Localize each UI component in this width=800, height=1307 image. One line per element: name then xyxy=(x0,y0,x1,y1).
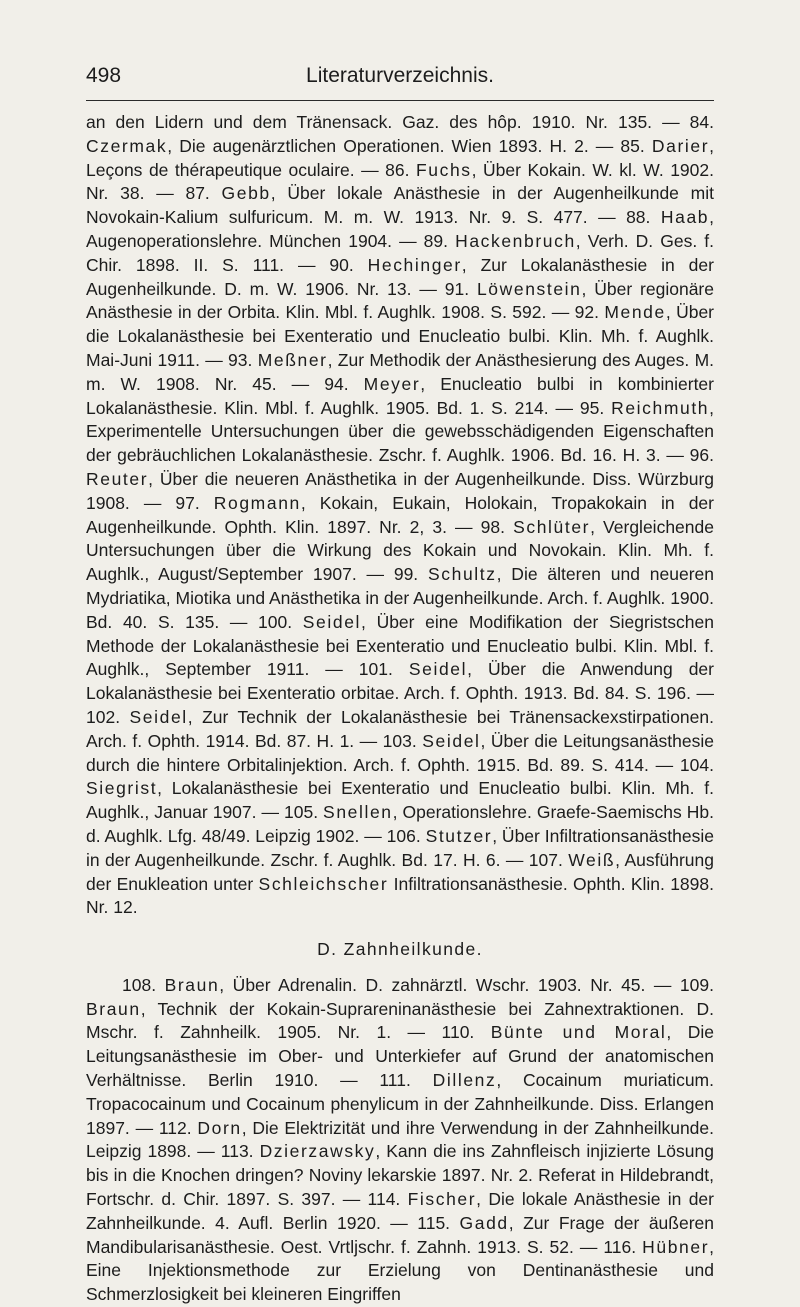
author-name: Fuchs xyxy=(415,159,472,180)
author-name: Meyer xyxy=(363,373,421,394)
text-run: , Zur Lokalanästhesie in der Augenheilkunde. D. m. W. 1906. Nr. 13. — 91. xyxy=(86,254,714,299)
author-name: Bünte und Moral xyxy=(490,1022,667,1043)
author-name: Meßner xyxy=(257,349,328,370)
author-name: Mende xyxy=(604,302,666,323)
author-name: Czermak xyxy=(86,135,168,156)
text-run: , Enucleatio bulbi in kombinierter Lokalanästhesie. Klin. Mbl. f. Aughlk. 1905. Bd. 1. S. 214. — 95. xyxy=(86,373,714,418)
text-run: , Über die Anwendung der Lokalanästhesie bei Exenteratio orbitae. Arch. f. Ophth. 1913. Bd. 84. S. 196. — 102. xyxy=(86,659,714,727)
text-run: , Augenoperationslehre. München 1904. — 89. xyxy=(86,207,714,251)
author-name: Stutzer xyxy=(425,825,493,846)
text-run: , Kokain, Eukain, Holokain, Tropakokain in der Augenheilkunde. Ophth. Klin. 1897. Nr. 2, 3. — 98. xyxy=(86,492,714,537)
author-name: Siegrist xyxy=(86,778,158,799)
author-name: Hübner xyxy=(642,1236,710,1257)
author-name: Seidel xyxy=(408,659,468,680)
text-run: , Zur Methodik der Anästhesierung des Auges. M. m. W. 1908. Nr. 45. — 94. xyxy=(86,349,715,394)
author-name: Reuter xyxy=(86,468,149,489)
text-run: , Die Elektrizität und ihre Verwendung in der Zahnheilkunde. Leipzig 1898. — 113. xyxy=(86,1117,715,1162)
author-name: Snellen xyxy=(323,802,393,823)
text-run: , Kann die ins Zahnfleisch injizierte Lösung bis in die Knochen dringen? Noviny lekarskie 1897. Nr. 2. Referat in Hildebrandt, Fortschr. d. Chir. 1897. S. 397. — 114. xyxy=(86,1141,714,1210)
text-run: , Die augenärztlichen Operationen. Wien 1893. H. 2. — 85. xyxy=(167,135,652,156)
text-run: Infiltrationsanästhesie. Ophth. Klin. 1898. Nr. 12. xyxy=(86,873,714,918)
text-run: , Vergleichende Untersuchungen über die Wirkung des Kokain und Novokain. Klin. Mh. f. Aughlk., August/September 1907. — 99. xyxy=(86,516,714,585)
page-header xyxy=(86,64,714,96)
author-name: Löwenstein xyxy=(476,278,582,299)
text-run: , Über Adrenalin. D. zahnärztl. Wschr. 1903. Nr. 45. — 109. xyxy=(219,974,714,995)
author-name: Braun xyxy=(164,974,220,995)
text-run: , Zur Technik der Lokalanästhesie bei Tränensackexstirpationen. Arch. f. Ophth. 1914. Bd. 87. H. 1. — 103. xyxy=(86,706,714,751)
author-name: Schultz xyxy=(428,564,497,585)
text-run: , Leçons de thérapeutique oculaire. — 86. xyxy=(86,135,714,180)
page-number: 498 xyxy=(86,64,122,87)
section-heading: D. Zahnheilkunde. xyxy=(317,939,483,960)
text-run: , Über die neueren Anästhetika in der Augenheilkunde. Diss. Würzburg 1908. — 97. xyxy=(86,468,714,513)
text-run: 108. xyxy=(122,974,165,995)
bibliography-entries-dental xyxy=(86,974,714,1307)
author-name: Weiß xyxy=(568,849,616,870)
author-name: Rogmann xyxy=(213,492,301,513)
text-run: , Die älteren und neueren Mydriatika, Miotika und Anästhetika in der Augenheilkunde. Arch. f. Aughlk. 1900. Bd. 40. S. 135. — 100. xyxy=(86,564,714,632)
author-name: Fischer xyxy=(407,1189,477,1210)
text-run: , Eine Injektionsmethode zur Erzielung von Dentinanästhesie und Schmerzlosigkeit bei kleineren Eingriffen xyxy=(86,1236,714,1305)
text-run: , Über lokale Anästhesie in der Augenheilkunde mit Novokain-Kalium sulfuricum. M. m. W. 1913. Nr. 9. S. 477. — 88. xyxy=(86,183,714,228)
text-run: , Operationslehre. Graefe-Saemischs Hb. d. Aughlk. Lfg. 48/49. Leipzig 1902. — 106. xyxy=(86,802,714,846)
author-name: Dorn xyxy=(197,1117,242,1138)
author-name: Hechinger xyxy=(367,254,462,275)
text-run: , Experimentelle Untersuchungen über die gewebsschädigenden Eigenschaften der gebräuchlichen Lokalanästhesie. Zschr. f. Aughlk. 1906. Bd. 16. H. 3. — 96. xyxy=(86,397,714,466)
author-name: Darier xyxy=(651,135,710,156)
author-name: Haab xyxy=(660,207,710,228)
text-run: , Technik der Kokain-Suprareninanästhesie bei Zahnextraktionen. D. Mschr. f. Zahnheilk. 1905. Nr. 1. — 110. xyxy=(86,998,714,1043)
text-run: , Über Infiltrationsanästhesie in der Augenheilkunde. Zschr. f. Aughlk. Bd. 17. H. 6. — 107. xyxy=(86,825,714,870)
author-name: Gadd xyxy=(459,1212,509,1233)
author-name: Hackenbruch xyxy=(455,230,576,251)
text-run: , Lokalanästhesie bei Exenteratio und Enucleatio bulbi. Klin. Mh. f. Aughlk., Januar 1907. — 105. xyxy=(86,778,714,823)
text-run: , Die lokale Anästhesie in der Zahnheilkunde. 4. Aufl. Berlin 1920. — 115. xyxy=(86,1189,714,1233)
text-run: , Ausführung der Enukleation unter xyxy=(86,849,714,894)
text-run: , Verh. D. Ges. f. Chir. 1898. II. S. 111. — 90. xyxy=(86,230,714,275)
author-name: Schleichscher xyxy=(258,873,389,894)
text-run: , Über eine Modifikation der Siegristschen Methode der Lokalanästhesie bei Exenteratio und Enucleatio bulbi. Klin. Mbl. f. Aughlk., September 1911. — 101. xyxy=(86,611,714,680)
text-run: , Über die Lokalanästhesie bei Exenteratio und Enucleatio bulbi. Klin. Mh. f. Aughlk. Mai-Juni 1911. — 93. xyxy=(86,302,715,370)
author-name: Dillenz xyxy=(432,1070,497,1091)
author-name: Seidel xyxy=(302,611,362,632)
text-run: , Über die Leitungsanästhesie durch die hintere Orbitalinjektion. Arch. f. Ophth. 1915. Bd. 89. S. 414. — 104. xyxy=(86,730,715,775)
running-head: Literaturverzeichnis. xyxy=(306,64,494,87)
author-name: Reichmuth xyxy=(611,397,710,418)
bibliography-entries-eye xyxy=(86,111,714,920)
author-name: Gebb xyxy=(221,183,271,204)
author-name: Braun xyxy=(86,998,141,1019)
text-run: , Über Kokain. W. kl. W. 1902. Nr. 38. — 87. xyxy=(86,159,714,204)
author-name: Schlüter xyxy=(513,516,591,537)
text-run: , Über regionäre Anästhesie in der Orbita. Klin. Mbl. f. Aughlk. 1908. S. 592. — 92. xyxy=(86,278,714,323)
bibliography-text xyxy=(86,111,714,1307)
author-name: Seidel xyxy=(422,730,481,751)
text-run: an den Lidern und dem Tränensack. Gaz. des hôp. 1910. Nr. 135. — 84. xyxy=(86,112,714,132)
author-name: Dzierzawsky xyxy=(259,1141,376,1162)
text-run: , Die Leitungsanästhesie im Ober- und Unterkiefer auf Grund der anatomischen Verhältnisse. Berlin 1910. — 111. xyxy=(86,1022,714,1091)
text-run: , Zur Frage der äußeren Mandibularisanästhesie. Oest. Vrtljschr. f. Zahnh. 1913. S. 52. — 116. xyxy=(86,1212,714,1257)
header-rule xyxy=(86,100,714,101)
text-run: , Cocainum muriaticum. Tropacocainum und Cocainum phenylicum in der Zahnheilkunde. Diss. Erlangen 1897. — 112. xyxy=(86,1070,714,1138)
author-name: Seidel xyxy=(129,706,188,727)
